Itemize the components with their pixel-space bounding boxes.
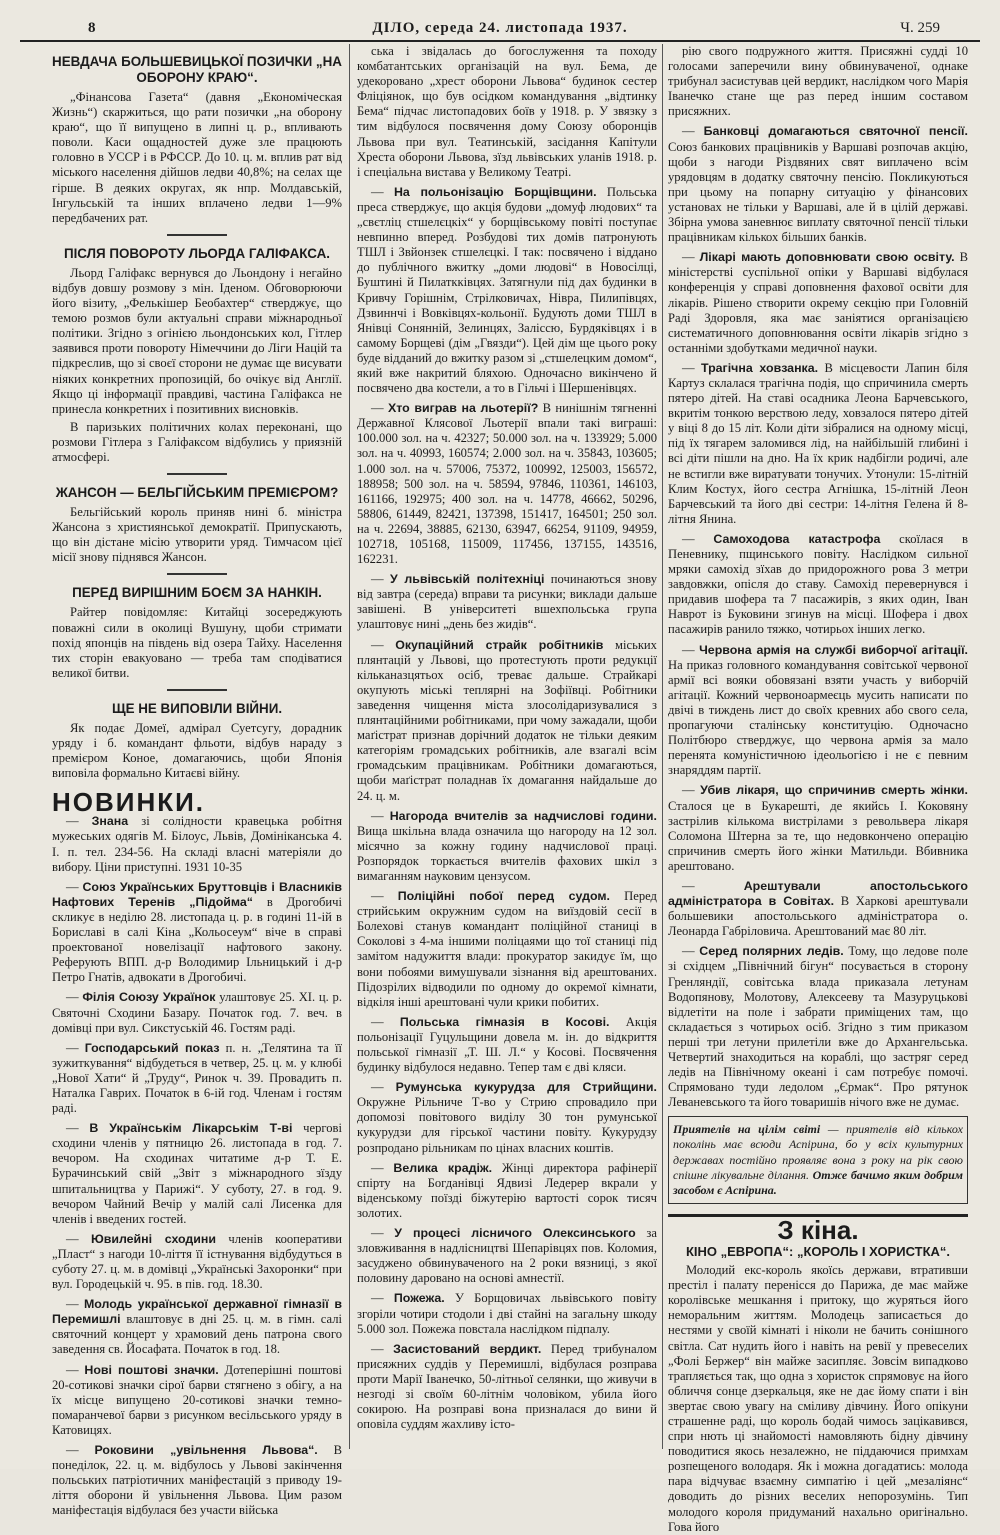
news-item: — Серед полярних ледів. Тому, що ледове поле зі східцем „Північний бігун“ посувається в сторону Гренляндії, совітська влада приказала летунам Водопянову, Молотову, Алексееву та Мазуруцькові відлетіти на поле і забрати приміщених там, що складається з чотирьох осіб. Згідно з тим приказом перші три летуни прилетіли вже до Архангельська. Четвертий знаходиться на кораблі, що застряг серед ледів на Північному океані і сам потребує помочі. Спрямовано туди ледолом „Єрмак“. Про рятунок Леваневського та його товаришів нічого вже не думає. — [668, 944, 968, 1110]
news-item-lead: Ювилейні сходини — [90, 1231, 217, 1246]
news-item-lead: В Українськім Лікарськім Т-ві — [89, 1121, 293, 1136]
news-item-text: Акція польонізації Гуцульщини довела м. ін. до відкриття польської гімназії „Т. Ш. Л.“ у Косові. Посвячення будинку відбулося недавно. Тепер там є дві кляси. — [357, 1014, 657, 1075]
news-item-lead: Лікарі мають доповнювати свою освіту. — [699, 250, 955, 265]
cinema-section — [668, 1214, 968, 1245]
masthead-title: ДІЛО, середа 24. листопада 1937. — [372, 20, 628, 36]
news-item-text: Перед трибуналом присяжних суддів у Перемишлі, відбулася розправа проти Марії Іванечко, 50-літньої селянки, що живучи в незгоді зі своїм 60-літнім чоловіком, убила його сокирою. На розправі вона призналася до вини й оповіла суддям жахливу істо- — [357, 1341, 657, 1432]
news-item-lead: Засистований вердикт. — [393, 1341, 542, 1356]
article-headline: ЖАНСОН — БЕЛЬГІЙСЬКИМ ПРЕМІЄРОМ? — [55, 485, 339, 501]
news-item-text: Перед стрийським окружним судом на виїздовій сесії в Болехові станув командант поліційної станиці в Соколові з 4-ма іншими поліцаями що тої станиці під замітом надужиття влади: прокуратор закидує їм, що вони побоями вимушували зізнання від арештованих. Підозрілих відводили по одному до окремої кімнати, відкіля інші арештовані чули крики побитих. — [357, 889, 657, 1009]
column-divider — [662, 44, 663, 1449]
news-item-lead: На польонізацію Борщівщини. — [393, 184, 597, 199]
news-item-text: в Дрогобичі скликує в неділю 28. листопада ц. р. в годині 11-ій в Бориславі в салі Кіна „Кольосеум“ віче в справі проектованої новелізації нафтового закону. Реферують ВПП. д-р Володимир Ільницький і д-р Петро Гнатів, адвокати в Дрогобичі. — [52, 894, 342, 985]
news-item: — Ювилейні сходини членів кооперативи „Пласт“ з нагоди 10-ліття її істнування відбудуться в суботу 27. ц. м. в домівці „Українські Захоронки“ при вул. Городецькій ч. 95. в пів. год. 18.30. — [52, 1231, 342, 1292]
news-item: — Нагорода вчителів за надчислові години. Вища шкільна влада означила що нагороду на 12 зол. місячно за кожну годину надчислової праці. Розпорядок торкається вчителів фахових шкіл з вимаганням науковим цензусом. — [357, 808, 657, 883]
news-item-lead: Філія Союзу Українок — [82, 990, 216, 1005]
news-item: — Філія Союзу Українок улаштовує 25. XI. ц. р. Святочні Сходини Базару. Початок год. 7. веч. в домівці при вул. Сикстуській 46. Гостям раді. — [52, 990, 342, 1035]
news-item-text: п. н. „Телятина та її зужиткування“ відбудеться в четвер, 25. ц. м. у клюбі „Нової Хати“ й „Труду“, Ринок ч. 39. Провадить п. Наталка Гаврих. Початок в 6-ій год. Членам і гостям раді. — [52, 1040, 342, 1116]
news-item: — Арештували апостольського адміністратора в Совітах. В Харкові арештували большевики апостольського адміністратора о. Леонарда Габріловича. Арештований має 80 літ. — [668, 878, 968, 939]
news-item: — Молодь української державної гімназії в Перемишлі влаштовує в дні 25. ц. м. в гімн. салі святочний концерт у храмовий день патрона свого заведення св. Йосафата. Початок в год. 18. — [52, 1297, 342, 1357]
column-1 — [52, 44, 343, 1518]
news-item-lead: Молодь української державної гімназії в Перемишлі — [52, 1297, 342, 1327]
aspirin-advertisement — [668, 1116, 968, 1203]
news-item-lead: Знана — [91, 814, 129, 829]
news-item: — Засистований вердикт. Перед трибуналом присяжних суддів у Перемишлі, відбулася розправа проти Марії Іванечко, 50-літньої селянки, що живучи в незгоді зі своїм 60-літнім чоловіком, убила його сокирою. На розправі вона призналася до вини й оповіла суддям жахливу істо- — [357, 1341, 657, 1432]
news-item: — У процесі лісничого Олексинського за зловживання в надлісництві Шепарівцях пов. Коломия, засуджено обвинуваченого на 2 роки вязниці, з якої половину даровано на основі амнестії. — [357, 1226, 657, 1286]
news-item-lead: Польська гімназія в Косові. — [399, 1014, 610, 1029]
news-item: — Убив лікаря, що спричинив смерть жінки. Сталося це в Букарешті, де якийсь І. Коковяну застрілив кількома вистрілами з револьвера лікаря Соломона Штерна за те, що недовкончено операцію спричинив смерть його жінки Матильди. Вбивника арештовано. — [668, 783, 968, 873]
column-divider — [349, 44, 350, 1449]
article-paragraph: Як подає Домеї, адмірал Суетсугу, дорадник уряду і б. командант фльоти, відбув нараду з премієром Коное, домагаючись, щоби Японія виповіла формально Китаєві війну. — [52, 720, 342, 781]
news-item-lead: Нагорода вчителів за надчислові години. — [389, 808, 657, 823]
news-item-lead: Банковці домагаються святочної пенсії. — [703, 124, 968, 139]
article-separator — [167, 234, 227, 236]
cinema-subtitle: КІНО „ЕВРОПА“: „КОРОЛЬ І ХОРИСТКА“. — [685, 1243, 951, 1259]
news-item-lead: Роковини „увільнення Львова“. — [94, 1443, 318, 1458]
news-item-text: Польська преса стверджує, що акція будови „домуф людових“ та „свєтліц стшелєцкіх“ у борщівському повіті поступає невпинно вперед. Розбудові тих домів патронують ТШЛ і Звйонзек стшелєцкі. І так: посвячено і віддано до публічного вжитку „доми людові“ в Новосілці, Буштині й Пилаткківцях. Затягнули під дах будинки в Кривчу Горішнім, Стрілковичах, Нівра, Пилипівцях, Дзвиннчі і Вовківцях-кольонії. Будують доми ТШЛ в Янівці Сонянній, Зелинцях, Заліссю, Бурдяківцях і в самому Борщеві (дім „Гвязди“). Цей дім ще цього року буде відданий до вжитку разом зі „стшелецким домом“, який вже накритий бляхою. Одночасно викінчено й посвячено два костели, а то в Гільчі і Шершенівцях. — [357, 184, 657, 396]
news-item: — Знана зі солідности кравецька робітня мужеських одягів М. Білоус, Львів, Домініканська 4. І. п. тел. 234-56. На складі власні матеріяли до вибору. Ціни приступні. 1931 10-35 — [52, 814, 342, 874]
cinema-review: Молодий екс-король якоїсь держави, втративши престіл і палату перенісся до Парижа, де має майже королівське мешкання і притоку, що журяться його неморальним життям. Молодець записається до нестями у своїй кімнаті і ніколи не бачить сонішного світла. Сат нудить його і навіть на ревії у превеселих „Фолі Бержер“ він майже засипляє. Зовсім випадково трапляється так, що одна з хористок спрямовує на його обличчя сонце дзеркальця, яке не дає йому спати і він звертає свою увагу на сміливу дівчину. Його опікуни страшенне раді, що король бодай чимось зацікавився, спри нють ці знайомості намовляють бідну дівчину поводитися якось незалежно, не піддаючися примхам розпещеного володаря. Як і можна догадатись: молода пара відчуває взаємну симпатію і цей „мезаліянс“ доводить до різних веселих непорозумінь. Тип молодого короля придуманий нахально оригінально. Гова його — [668, 1263, 968, 1534]
news-item-lead: Союз Українських Бруттовців і Власників Нафтових Теренів „Підойма“ — [52, 879, 342, 909]
news-item: — Польська гімназія в Косові. Акція польонізації Гуцульщини довела м. ін. до відкриття польської гімназії „Т. Ш. Л.“ у Косові. Посвячення будинку відбулося недавно. Тепер там є дві кляси. — [357, 1014, 657, 1075]
news-item-text: В міністерстві суспільної опіки у Варшаві відбулася конференція у справі доповнення фахової освіти для лікарів. Рішено створити окрему секцію при Головній Раді Здоровля, яка має заніятися організацією систематичного доповнювання освіти лікарів згідно з останніми здобутками медичної науки. — [668, 250, 968, 355]
article-separator — [167, 573, 227, 575]
issue-number: Ч. 259 — [900, 20, 940, 36]
news-item: — У львівській політехніці починаються знову від завтра (середа) вправи та рисунки; виклади дальше завішені. В університеті вшехпольська група улаштовує нині „день без жидів“. — [357, 572, 657, 632]
news-item-lead: Поліційні побої перед судом. — [397, 889, 610, 904]
ad-text: — приятелів від кількох поколінь має всюди Аспірина, бо у всіх культурних державах постійно проявляє вона з року на рік свою спішне лікувальне ділання. — [673, 1122, 963, 1182]
news-item-text: Союз банкових працівників у Варшаві розпочав акцію, щоби з нагоди Різдвяних свят виплачено всім урядовцям в додатку святочну пенсію. Покликуються при цьому на попарну ситуацію у фінансових установах не тільки у Варшаві, але й в цілій державі. Збірна умова заневнює виплату святочної пенсії тільки працівникам кількох більших банків. — [668, 139, 968, 245]
news-item-lead: Румунська кукурудза для Стрийщини. — [395, 1080, 657, 1095]
news-item-text: членів кооперативи „Пласт“ з нагоди 10-ліття її істнування відбудуться в суботу 27. ц. м. в домівці „Українські Захоронки“ при вул. Городецькій ч. 95. в пів. год. 18.30. — [52, 1231, 342, 1292]
news-item-text: На приказ головного командування совітської червоної армії всі вояки обовязані взяти участь у виборчій агітації. Кожний червоноармеєць мусить написати по двічі в тиждень лист до своїх кревних або свого села, пропагуючи сталінську конституцію. Одночасно Політбюро стверджує, що червона армія за мало перенята комуністичною ідеольогією і не є певним знаряддям партії. — [668, 657, 968, 778]
news-item: — Окупаційний страйк робітників міських плянтацій у Львові, що протестують проти редукції кільканазцятьох осіб, треває дальше. Страйкарі окупують міські теплярні на Зофіївці. Робітники заведення чищення міста злосолідаризувалися з плянтаційними робітниками, при чому зажадали, щоби маґістрат признав дорічний додаток не тільки деяким категоріям громадських робітників, але взагалі всім громадським працівникам. Робітники домагаються, щоби маґістрат поладнав їх домагання найдальше до 24. ц. м. — [357, 637, 657, 803]
news-item — [357, 44, 657, 180]
column-2 — [357, 44, 657, 1457]
article-headline: ПЕРЕД ВИРІШНИМ БОЄМ ЗА НАНКІН. — [72, 585, 322, 601]
news-item-text: ська і звідалась до богослуження та походу комбатантських організацій на вул. Бема, де удекоровано „хрест оборони Львова“ будинок сестер Фліціянок, що був осідком командування „відтинку Бема“ підчас листопадових боїв у 1918. р. У звязку з тим відбулося посвячення дому Союзу оборонців Львова при вул. Театинській, засідання Капітули Хреста оборони Львова, зїзд львівських уланів 1918. р. і спеціальна вистава у Великому Театрі. — [357, 44, 657, 179]
article-headline: ЩЕ НЕ ВИПОВІЛИ ВІЙНИ. — [111, 700, 283, 716]
article-paragraph: Льорд Галіфакс вернувся до Льондону і негайно відбув довшу розмову з мін. Іденом. Обговорюючи його візиту, „Фелькішер Беобахтер“ стверджує, що темою розмов були актуальні справи міжнародньої політики. Згідно з огінією льондонських кол, Гітлер заявився проти повороту Німеччини до Ліги Націй та підкреслив, що зі своєї сторони не думає ще висувати ніяких конкретних пропозицій, бо очікує від Англії. Якщо ці інформації правдиві, частина Галіфакса не принесла конкретних і позитивних висновків. — [52, 265, 342, 416]
news-item-lead: У процесі лісничого Олексинського — [394, 1226, 636, 1241]
news-item-text: Дотеперішні поштові 20-сотикові значки сірої барви стягнено з обігу, а на їх місце випущено 20-сотикові значки темно-помаранчевої барви з рисунком весільського уряду в Катовицях. — [52, 1362, 343, 1437]
news-item-text: Сталося це в Букарешті, де якийсь І. Коковяну застрілив кількома вистрілами з револьвера лікаря Соломона Штерна за те, що недовкончено операцію спричинив смерть його жінки Матильди. Вбивника арештовано. — [668, 798, 968, 873]
news-item: — Господарський показ п. н. „Телятина та її зужиткування“ відбудеться в четвер, 25. ц. м. у клюбі „Нової Хати“ й „Труду“, Ринок ч. 39. Провадить п. Наталка Гаврих. Початок в 6-ій год. Членам і гостям раді. — [52, 1040, 342, 1116]
news-item-text: міських плянтацій у Львові, що протестують проти редукції кільканазцятьох осіб, треває дальше. Страйкарі окупують міські теплярні на Зофіївці. Робітники заведення чищення міста злосолідаризувалися з плянтаційними робітниками, при чому зажадали, щоби маґістрат признав дорічний додаток не тільки деяким категоріям громадських робітників, але взагалі всім громадським працівникам. Робітники домагаються, щоби маґістрат поладнав їх домагання найдальше до 24. ц. м. — [357, 637, 657, 803]
ad-lead: Приятелів на цілім світі — [673, 1122, 821, 1137]
news-item: — Нові поштові значки. Дотеперішні поштові 20-сотикові значки сірої барви стягнено з обігу, а на їх місце випущено 20-сотикові значки темно-помаранчевої барви з рисунком весільського уряду в Катовицях. — [52, 1362, 343, 1437]
news-item: — Роковини „увільнення Львова“. В понеділок, 22. ц. м. відбулось у Львові закінчення польських патріотичних маніфестацій з приводу 19-ліття оборони й увільнення Львова. Цим разом маніфестація відбулася без участи війська — [52, 1443, 342, 1518]
news-item-text: зі солідности кравецька робітня мужеських одягів М. Білоус, Львів, Домініканська 4. І. п. тел. 234-56. На складі власні матеріяли до вибору. Ціни приступні. 1931 10-35 — [52, 814, 342, 874]
news-item-lead: У львівській політехніці — [389, 572, 545, 587]
news-item-text: Тому, що ледове поле зі східцем „Північний бігун“ посувається в сторону Гренляндії, совітська влада приказала летунам Водопянову, Молотову, Алексееву та Мазуруцькові відлетіти на поле і забрати приміщених там, що складається з чотирьох осіб. Згідно з тим приказом перші три летуни прилетіли вже до Архангельська. Четвертий знаходиться на кораблі, що застряг серед ледів на Північному океані і сам потребує помочі. Спрямовано туди ледолом „Єрмак“. Про рятунок Леваневського та його товаришів нічого вже не думає. — [668, 944, 968, 1110]
news-item-lead: Убив лікаря, що спричинив смерть жінки. — [700, 783, 968, 798]
news-item-lead: Трагічна ховзанка. — [701, 360, 819, 375]
page-header — [20, 18, 980, 42]
news-item-lead: Самоходова катастрофа — [713, 531, 881, 546]
news-item-text: В Харкові арештували большевики апостольського адміністратора о. Леонарда Габріловича. Арештований має 80 літ. — [668, 894, 968, 939]
section-title-novynky: НОВИНКИ. — [52, 787, 206, 818]
article-headline: НЕВДАЧА БОЛЬШЕВИЦЬКОЇ ПОЗИЧКИ „НА ОБОРОНУ КРАЮ“. — [52, 54, 342, 85]
article-paragraph: „Фінансова Газета“ (давня „Економіческая Жизнь“) скаржиться, що рати позички „на оборону краю“, що її випущено в липні ц. р., впливають поволи. Каси ощадностей дуже зле працюють головно в УССР і в РФССР. До 10. ц. м. вплив рат від міського населення дійшов ледви 40,8%; на селах ще гірше. В деяких округах, як нпр. Молдавській, Інгульській та інших вплачено ледви 1—9% передбачених рат. — [52, 90, 342, 225]
news-item-text: за зловживання в надлісництві Шепарівцях пов. Коломия, засуджено обвинуваченого на 2 роки вязниці, з якої половину даровано на основі амнестії. — [357, 1226, 657, 1286]
news-item: — В Українськім Лікарськім Т-ві чергові сходини членів у пятницю 26. листопада в год. 7. вечором. На сходинах читатиме д-р Т. Е. Бурачинський свій „Звіт з міжнародного зїзду шпитальництва у Парижі“. У суботу, 27. в год. 9. вечором Чайний Вечір у малій салі Лисенка для членів і введених гостей. — [52, 1121, 342, 1226]
news-item-text: В понеділок, 22. ц. м. відбулось у Львові закінчення польських патріотичних маніфестацій з приводу 19-ліття оборони й увільнення Львова. Цим разом маніфестація відбулася без участи війська — [52, 1443, 342, 1518]
news-item-lead: Нові поштові значки. — [84, 1362, 219, 1377]
news-item-lead: Окупаційний страйк робітників — [395, 637, 604, 652]
news-item-text: Жінці директора рафінерії спірту на Богданівці Ядвизі Ледерер вкрали у віденському поїзді біжутерію вартості сорок тисяч золотих. — [357, 1160, 657, 1220]
news-item-text: Окружне Рільниче Т-во у Стрию спровадило при допомозі повітового виділу 30 тон румунської кукурудзи для гірської частини повіту. Кукурудзу розпродано рільникам по цінах власних коштів. — [357, 1095, 657, 1155]
news-item: — Союз Українських Бруттовців і Власників Нафтових Теренів „Підойма“ в Дрогобичі скликує в неділю 28. листопада ц. р. в годині 11-ій в Бориславі в салі Кіна „Кольосеум“ віче в справі проектованої новелізації нафтового закону. Реферують ВПП. д-р Володимир Ільницький і д-р Петро Гнатів, адвокати в Дрогобичі. — [52, 879, 342, 985]
news-item: — Румунська кукурудза для Стрийщини. Окружне Рільниче Т-во у Стрию спровадило при допомозі повітового виділу 30 тон румунської кукурудзи для гірської частини повіту. Кукурудзу розпродано рільникам по цінах власних коштів. — [357, 1080, 657, 1155]
news-item: — Пожежа. У Борщовичах львівського повіту згоріли чотири стодоли і дві стайні на загальну шкоду 5.000 зол. Пожежа повстала наслідком підпалу. — [357, 1291, 657, 1336]
news-item — [668, 44, 968, 119]
column-3 — [668, 44, 968, 1534]
article-paragraph: Бельгійський король приняв нині б. міністра Жансона з християнської демократії. Припускають, що він дістане місію утворити уряд. Тимчасом цієї місії знову піднявся Жансон. — [52, 505, 342, 565]
page-number: 8 — [88, 20, 96, 36]
article-separator — [167, 473, 227, 475]
news-item: — Велика крадіж. Жінці директора рафінерії спірту на Богданівці Ядвизі Ледерер вкрали у віденському поїзді біжутерію вартості сорок тисяч золотих. — [357, 1160, 657, 1220]
news-item: — Хто виграв на льотерії? В нинішнім тягненні Державної Клясової Льотерії впали такі виграші: 100.000 зол. на ч. 42327; 50.000 зол. на ч. 133929; 5.000 зол. на ч. 40993, 160574; 2.000 зол. на ч. 35843, 103605; 1.000 зол. на ч. 57006, 75372, 100992, 125003, 156572, 188958; 500 зол. на ч. 58594, 97846, 110361, 146103, 161166, 192975; 400 зол. на ч. 14778, 46662, 50296, 58806, 61449, 82421, 137398, 151417, 164501; 250 зол. на ч. 22694, 38885, 62130, 63947, 66254, 91109, 94959, 102718, 105168, 115009, 117456, 137155, 143516, 162231. — [357, 401, 657, 567]
news-item-text: рію свого подружного життя. Присяжні судді 10 голосами заперечили вину обвинуваченої, однаке трибунал засистував цей вердикт, наслідком чого Марія Іванечко стане ще раз перед іншим составом присяжних. — [668, 44, 968, 119]
news-item-text: В нинішнім тягненні Державної Клясової Льотерії впали такі виграші: 100.000 зол. на ч. 42327; 50.000 зол. на ч. 133929; 5.000 зол. на ч. 40993, 160574; 2.000 зол. на ч. 35843, 103605; 1.000 зол. на ч. 57006, 75372, 100992, 125003, 156572, 188958; 500 зол. на ч. 58594, 97846, 110361, 146103, 161166, 192975; 400 зол. на ч. 14778, 46662, 50296, 58806, 61449, 82421, 137398, 151417, 164501; 250 зол. на ч. 22694, 38885, 62130, 63947, 66254, 91109, 94959, 102718, 105168, 115009, 117456, 137155, 143516, 162231. — [357, 401, 657, 567]
news-item-lead: Арештували апостольського адміністратора в Совітах. — [668, 878, 968, 909]
news-item-text: В місцевости Лапин біля Картуз склалася трагічна подія, що спричинила смерть пятеро дітей. На ставі осадника Леона Барчевського, вкритім тонкою верствою леду, ховзалося пятеро дітей у віці 8 до 15 літ. Коли діти зібралися на одному місці, під їх тягарем заломився лід, на найбільшій глибині і всі діти пішли на дно. На їх крик надбігли родичі, але не встигли вже виратувати тонучих. Утонули: 15-літній Клим Костух, його сестра Агнішка, 15-літній Леон Барчевський та його дві сестри: 14-літня Гелена й 8-літня Янина. — [668, 360, 968, 526]
news-item-lead: Господарський показ — [84, 1040, 220, 1055]
news-item: — Самоходова катастрофа скоїлася в Пеневнику, пщинського повіту. Наслідком сильної мряки самохід зїхав до придорожного рова 3 метри завдовжки, опісля до ставу. Самохід перевернувся і придавив шофера та 7 пасажирів, з яких один, Іван Наврот із Буковини згинув на місці. Шофера і двох пасажирів ранило тяжко, чотирьох інших легко. — [668, 531, 968, 637]
ad-end: Отже бачимо яким добрим засобом є Аспірина. — [673, 1167, 964, 1197]
cinema-title: З кіна. — [777, 1214, 859, 1245]
news-item-text: улаштовує 25. XI. ц. р. Святочні Сходини Базару. Початок год. 7. веч. в домівці при вул. Сикстуській 46. Гостям раді. — [52, 990, 342, 1035]
article-paragraph: В паризьких політичних колах переконані, що розмови Гітлера з Галіфаксом відбулись у приязній атмосфері. — [52, 419, 342, 464]
news-item-text: У Борщовичах львівського повіту згоріли чотири стодоли і дві стайні на загальну шкоду 5.000 зол. Пожежа повстала наслідком підпалу. — [357, 1291, 657, 1336]
news-item-text: починаються знову від завтра (середа) вправи та рисунки; виклади дальше завішені. В університеті вшехпольська група улаштовує нині „день без жидів“. — [357, 572, 657, 632]
news-item-text: чергові сходини членів у пятницю 26. листопада в год. 7. вечором. На сходинах читатиме д-р Т. Е. Бурачинський свій „Звіт з міжнародного зїзду шпитальництва у Парижі“. У суботу, 27. в год. 9. вечором Чайний Вечір у малій салі Лисенка для членів і введених гостей. — [52, 1121, 342, 1226]
article-separator — [167, 689, 227, 691]
news-item: — Лікарі мають доповнювати свою освіту. В міністерстві суспільної опіки у Варшаві відбулася конференція у справі доповнення фахової освіти для лікарів. Рішено створити окрему секцію при Головній Раді Здоровля, яка має заніятися організацією систематичного доповнювання освіти лікарів згідно з останніми здобутками медичної науки. — [668, 250, 968, 355]
article-headline: ПІСЛЯ ПОВОРОТУ ЛЬОРДА ГАЛІФАКСА. — [63, 245, 331, 261]
news-item-lead: Червона армія на службі виборчої агітації. — [699, 642, 968, 657]
news-item: — Червона армія на службі виборчої агітації. На приказ головного командування совітської червоної армії всі вояки обовязані взяти участь у виборчій агітації. Кожний червоноармеєць мусить написати по двічі в тиждень лист до своїх кревних або свого села, пропагуючи сталінську конституцію. Одночасно Політбюро стверджує, що червона армія за мало перенята комуністичною ідеольогією і не є певним знаряддям партії. — [668, 642, 968, 778]
news-item-lead: Велика крадіж. — [393, 1160, 493, 1175]
news-item-lead: Хто виграв на льотерії? — [387, 401, 539, 416]
news-item-text: Вища шкільна влада означила що нагороду на 12 зол. місячно за кожну годину надчислової праці. Розпорядок торкається вчителів фахових шкіл з вимаганням науковим цензусом. — [357, 823, 657, 883]
news-item-lead: Серед полярних ледів. — [699, 944, 844, 959]
news-item-lead: Пожежа. — [393, 1291, 445, 1306]
article-paragraph: Райтер повідомляє: Китайці зосереджують поважні сили в околиці Вушуну, щоби стримати похід японців на південь від озера Тайху. Населення тих сторін евакуовано — треба там сподіватися великої битви. — [52, 605, 342, 680]
news-item-text: влаштовує в дні 25. ц. м. в гімн. салі святочний концерт у храмовий день патрона свого заведення св. Йосафата. Початок в год. 18. — [52, 1312, 342, 1357]
news-item: — На польонізацію Борщівщини. Польська преса стверджує, що акція будови „домуф людових“ та „свєтліц стшелєцкіх“ у борщівському повіті поступає невпинно вперед. Розбудові тих домів патронують ТШЛ і Звйонзек стшелєцкі. І так: посвячено і віддано до публічного вжитку „доми людові“ в Новосілці, Буштині й Пилаткківцях. Затягнули під дах будинки в Кривчу Горішнім, Стрілковичах, Нівра, Пилипівцях, Дзвиннчі і Вовківцях-кольонії. Будують доми ТШЛ в Янівці Сонянній, Зелинцях, Заліссю, Бурдяківцях і в самому Борщеві (дім „Гвязди“). Цей дім ще цього року буде відданий до вжитку разом зі „стшелецким домом“, який вже накритий бляхою. Одночасно викінчено й посвячено два костели, а то в Гільчі і Шершенівцях. — [357, 184, 657, 396]
news-item: — Трагічна ховзанка. В місцевости Лапин біля Картуз склалася трагічна подія, що спричинила смерть пятеро дітей. На ставі осадника Леона Барчевського, вкритім тонкою верствою леду, ховзалося пятеро дітей у віці 8 до 15 літ. Коли діти зібралися на одному місці, під їх тягарем заломився лід, на найбільшій глибині і всі діти пішли на дно. На їх крик надбігли родичі, але не встигли вже виратувати тонучих. Утонули: 15-літній Клим Костух, його сестра Агнішка, 15-літній Леон Барчевський та його дві сестри: 14-літня Гелена й 8-літня Янина. — [668, 360, 968, 526]
news-item-text: скоїлася в Пеневнику, пщинського повіту. Наслідком сильної мряки самохід зїхав до придорожного рова 3 метри завдовжки, опісля до ставу. Самохід перевернувся і придавив шофера та 7 пасажирів, з яких один, Іван Наврот із Буковини згинув на місці. Шофера і двох пасажирів ранило тяжко, чотирьох інших легко. — [668, 531, 968, 637]
news-item: — Поліційні побої перед судом. Перед стрийським окружним судом на виїздовій сесії в Болехові станув командант поліційної станиці в Соколові з 4-ма іншими поліцаями що тої станиці під замітом надужиття влади: прокуратор закидує їм, що вони побоями вимушували зізнання від арештованих. Підозрілих відводили по одному до окремої кімнати, відкіля інші арештовані чули крики побитих. — [357, 889, 657, 1009]
news-item: — Банковці домагаються святочної пенсії. Союз банкових працівників у Варшаві розпочав акцію, щоби з нагоди Різдвяних свят виплачено всім урядовцям в додатку святочну пенсію. Покликуються при цьому на попарну ситуацію у фінансових установах не тільки у Варшаві, але й в цілій державі. Збірна умова заневнює виплату святочної пенсії тільки працівникам кількох більших банків. — [668, 124, 968, 245]
